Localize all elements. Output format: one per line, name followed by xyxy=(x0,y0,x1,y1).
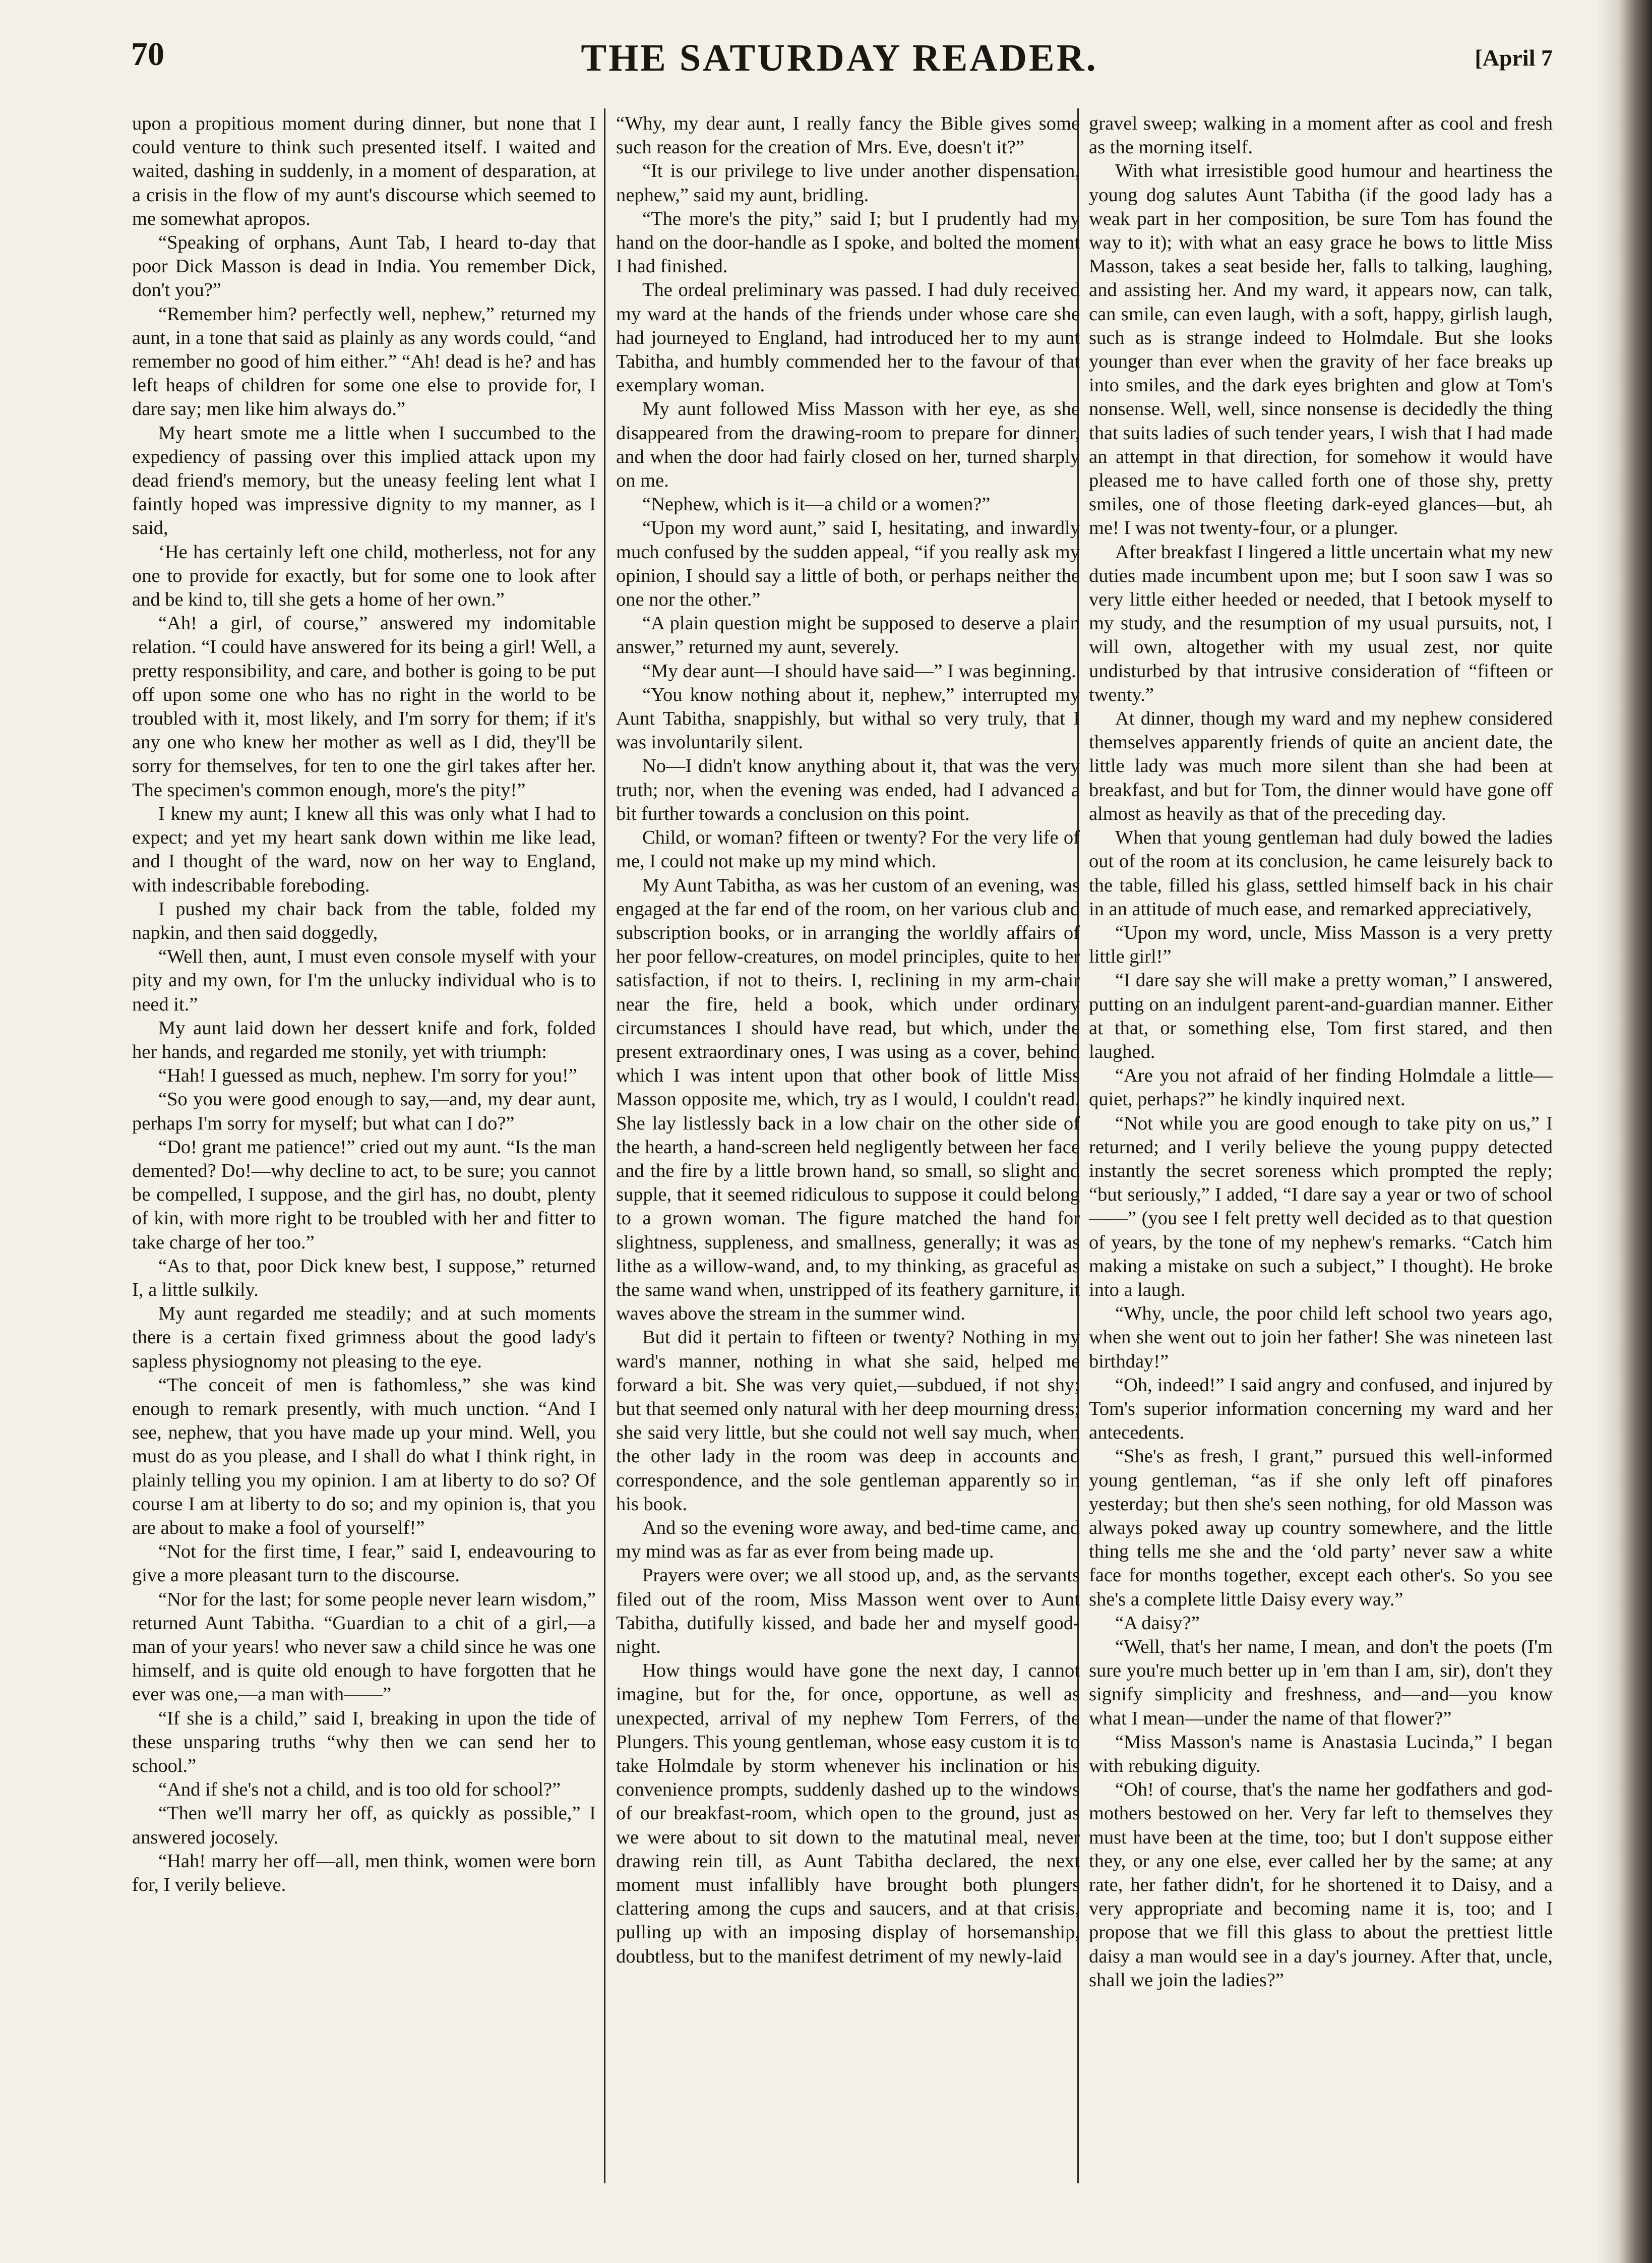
paragraph: “My dear aunt—I should have said—” I was beginning. xyxy=(642,660,1076,682)
paragraph: “Are you not afraid of her finding Holmdale a little—quiet, perhaps?” he kindly inquired next. xyxy=(1089,1065,1553,1110)
paragraph: “Not for the first time, I fear,” said I, endeavouring to give a more pleasant turn to the discourse. xyxy=(132,1541,596,1586)
paragraph: I knew my aunt; I knew all this was only what I had to expect; and yet my heart sank down within me like lead, and I thought of the ward, now on her way to England, with indescribable foreboding. xyxy=(132,803,596,896)
paragraph: “Well, that's her name, I mean, and don't the poets (I'm sure you're much better up in 'em than I am, sir), don't they signify simplicity and freshness, and—and—you know what I mean—under the name of that flower?” xyxy=(1089,1636,1553,1729)
paragraph: “She's as fresh, I grant,” pursued this well-informed young gentleman, “as if she only left off pinafores yesterday; but then she's seen nothing, for old Masson was always poked away up country somewhere, and the little thing tells me she and the ‘old party’ never saw a white face for months together, except each other's. So you see she's a complete little Daisy every way.” xyxy=(1089,1446,1553,1610)
paragraph: “Oh, indeed!” I said angry and confused, and injured by Tom's superior information concerning my ward and her antecedents. xyxy=(1089,1374,1553,1444)
text-column-1 xyxy=(132,112,596,2184)
paragraph: ‘He has certainly left one child, motherless, not for any one to provide for exactly, but for some one to look after and be kind to, till she gets a home of her own.” xyxy=(132,541,596,611)
paragraph: When that young gentleman had duly bowed the ladies out of the room at its conclusion, he came leisurely back to the table, filled his glass, settled himself back in his chair in an attitude of much ease, and remarked appreciatively, xyxy=(1089,827,1553,920)
issue-date: [April 7 xyxy=(1475,45,1553,71)
page-header xyxy=(126,30,1553,91)
paragraph: With what irresistible good humour and heartiness the young dog salutes Aunt Tabitha (if the good lady has a weak part in her composition, be sure Tom has found the way to it); with what an easy grace he bows to little Miss Masson, takes a seat beside her, falls to talking, laughing, and assisting her. And my ward, it appears now, can talk, can smile, can even laugh, with a soft, happy, girlish laugh, such as is strange indeed to Holmdale. But she looks younger than ever when the gravity of her face breaks up into smiles, and the dark eyes brighten and glow at Tom's nonsense. Well, well, since nonsense is decidedly the thing that suits ladies of such tender years, I wish that I had made an attempt in that direction, for somehow it would have pleased me to have called forth one of those shy, pretty smiles, one of those fleeting dark-eyed glances—but, ah me! I was not twenty-four, or a plunger. xyxy=(1089,160,1553,539)
paragraph: “Then we'll marry her off, as quickly as possible,” I answered jocosely. xyxy=(132,1803,596,1848)
paragraph: “Nor for the last; for some people never learn wisdom,” returned Aunt Tabitha. “Guardian to a chit of a girl,—a man of your years! who never saw a child since he was one himself, and is quite old enough to have forgotten that he ever was one,—a man with——” xyxy=(132,1588,596,1705)
paragraph: “Hah! marry her off—all, men think, women were born for, I verily believe. xyxy=(132,1850,596,1896)
column-divider xyxy=(604,108,605,2183)
paragraph: “The more's the pity,” said I; but I prudently had my hand on the door-handle as I spoke, and bolted the moment I had finished. xyxy=(616,208,1080,277)
paragraph: “It is our privilege to live under another dispensation, nephew,” said my aunt, bridling. xyxy=(616,160,1080,206)
paragraph: No—I didn't know anything about it, that was the very truth; nor, when the evening was ended, had I advanced a bit further towards a conclusion on this point. xyxy=(616,755,1080,824)
paragraph: “Miss Masson's name is Anastasia Lucinda,” I began with rebuking diguity. xyxy=(1089,1731,1553,1777)
paragraph: “A daisy?” xyxy=(1115,1612,1200,1634)
paragraph: “And if she's not a child, and is too old for school?” xyxy=(158,1779,561,1801)
paragraph: My aunt laid down her dessert knife and fork, folded her hands, and regarded me stonily, yet with triumph: xyxy=(132,1017,596,1062)
text-column-3 xyxy=(1089,112,1553,2184)
page-number: 70 xyxy=(131,36,164,73)
paragraph: “Upon my word, uncle, Miss Masson is a very pretty little girl!” xyxy=(1089,922,1553,968)
paragraph: “Not while you are good enough to take pity on us,” I returned; and I verily believe the young puppy detected instantly the secret soreness which prompted the reply; “but seriously,” I added, “I dare say a year or two of school——” (you see I felt pretty well decided as to that question of years, by the tone of my nephew's remarks. “Catch him making a mistake on such a subject,” I thought). He broke into a laugh. xyxy=(1089,1112,1553,1300)
paragraph: And so the evening wore away, and bed-time came, and my mind was as far as ever from being made up. xyxy=(616,1517,1080,1563)
paragraph: “Nephew, which is it—a child or a women?” xyxy=(642,494,991,515)
masthead-title: THE SATURDAY READER. xyxy=(581,37,1098,79)
paragraph: My heart smote me a little when I succumbed to the expediency of passing over this implied attack upon my dead friend's memory, but the uneasy feeling lent what I faintly hoped was impressive dignity to my manner, as I said, xyxy=(132,422,596,539)
paragraph: upon a propitious moment during dinner, but none that I could venture to think such presented itself. I waited and waited, dashing in suddenly, in a moment of desparation, at a crisis in the flow of my aunt's discourse which seemed to me somewhat apropos. xyxy=(132,113,596,229)
paragraph: “Speaking of orphans, Aunt Tab, I heard to-day that poor Dick Masson is dead in India. You remember Dick, don't you?” xyxy=(132,232,596,301)
paragraph: At dinner, though my ward and my nephew considered themselves apparently friends of quite an ancient date, the little lady was much more silent than she had been at breakfast, and but for Tom, the dinner would have gone off almost as heavily as that of the preceding day. xyxy=(1089,708,1553,824)
paragraph: Prayers were over; we all stood up, and, as the servants filed out of the room, Miss Masson went over to Aunt Tabitha, dutifully kissed, and bade her and myself good-night. xyxy=(616,1565,1080,1657)
paragraph: “If she is a child,” said I, breaking in upon the tide of these unsparing truths “why then we can send her to school.” xyxy=(132,1707,596,1777)
paragraph: “So you were good enough to say,—and, my dear aunt, perhaps I'm sorry for myself; but what can I do?” xyxy=(132,1089,596,1134)
paragraph: How things would have gone the next day, I cannot imagine, but for the, for once, opportune, as well as unexpected, arrival of my nephew Tom Ferrers, of the Plungers. This young gentleman, whose easy custom it is to take Holmdale by storm whenever his inclination or his convenience prompts, suddenly dashed up to the windows of our breakfast-room, which open to the ground, just as we were about to sit down to the matutinal meal, never drawing rein till, as Aunt Tabitha declared, the next moment must infallibly have brought both plungers clattering among the cups and saucers, and at that crisis, pulling up with an imposing display of horsemanship, doubtless, but to the manifest detriment of my newly-laid xyxy=(616,1660,1080,1967)
paragraph: The ordeal preliminary was passed. I had duly received my ward at the hands of the friends under whose care she had journeyed to England, had introduced her to my aunt Tabitha, and humbly commended her to the favour of that exemplary woman. xyxy=(616,279,1080,396)
paragraph: “As to that, poor Dick knew best, I suppose,” returned I, a little sulkily. xyxy=(132,1255,596,1300)
paragraph: “Well then, aunt, I must even console myself with your pity and my own, for I'm the unlucky individual who is to need it.” xyxy=(132,946,596,1015)
paragraph: “Ah! a girl, of course,” answered my indomitable relation. “I could have answered for its being a girl! Well, a pretty responsibility, and care, and bother is going to be put off upon some one who has no right in the world to be troubled with it, most likely, and I'm sorry for them; if it's any one who knew her mother as well as I did, they'll be sorry for themselves, for ten to one the girl takes after her. The specimen's common enough, more's the pity!” xyxy=(132,613,596,801)
paragraph: “I dare say she will make a pretty woman,” I answered, putting on an indulgent parent-and-guardian manner. Either at that, or something else, Tom first stared, and then laughed. xyxy=(1089,970,1553,1062)
text-column-2 xyxy=(616,112,1080,2184)
paragraph: “Do! grant me patience!” cried out my aunt. “Is the man demented? Do!—why decline to act, to be sure; you cannot be compelled, I suppose, and the girl has, no doubt, plenty of kin, with more right to be troubled with her and fitter to take charge of her too.” xyxy=(132,1136,596,1253)
paragraph: But did it pertain to fifteen or twenty? Nothing in my ward's manner, nothing in what she said, helped me forward a bit. She was very quiet,—subdued, if not shy; but that seemed only natural with her deep mourning dress; she said very little, but she could not well say much, when the other lady in the room was deep in accounts and correspondence, and the sole gentleman apparently so in his book. xyxy=(616,1327,1080,1515)
paragraph: “A plain question might be supposed to deserve a plain answer,” returned my aunt, severely. xyxy=(616,613,1080,658)
paragraph: “The conceit of men is fathomless,” she was kind enough to remark presently, with much unction. “And I see, nephew, that you have made up your mind. Well, you must do as you please, and I shall do what I think right, in plainly telling you my opinion. I am at liberty to do so? Of course I am at liberty to do so; and my opinion is, that you are about to make a fool of yourself!” xyxy=(132,1374,596,1538)
paragraph: My Aunt Tabitha, as was her custom of an evening, was engaged at the far end of the room, on her various club and subscription books, or in arranging the worldly affairs of her poor fellow-creatures, on model principles, quite to her satisfaction, if not to theirs. I, reclining in my arm-chair near the fire, held a book, which under ordinary circumstances I should have read, but which, under the present extraordinary ones, I was using as a cover, behind which I was intent upon that other book of little Miss Masson opposite me, which, try as I would, I couldn't read. She lay listlessly back in a low chair on the other side of the hearth, a hand-screen held negligently between her face and the fire by a little brown hand, so small, so slight and supple, that it seemed ridiculous to suppose it could belong to a grown woman. The figure matched the hand for slightness, suppleness, and smallness, generally; it was as lithe as a willow-wand, and, to my thinking, as graceful as the same wand when, unstripped of its feathery garniture, it waves above the stream in the summer wind. xyxy=(616,874,1080,1325)
paragraph: “Oh! of course, that's the name her godfathers and god-mothers bestowed on her. Very far left to themselves they must have been at the time, too; but I don't suppose either they, or any one else, ever called her by the same; at any rate, her father didn't, for he shortened it to Daisy, and a very appropriate and becoming name it is, too; and I propose that we fill this glass to about the prettiest little daisy a man would see in a day's journey. After that, uncle, shall we join the ladies?” xyxy=(1089,1779,1553,1991)
paragraph: “Remember him? perfectly well, nephew,” returned my aunt, in a tone that said as plainly as any words could, “and remember no good of him either.” “Ah! dead is he? and has left heaps of children for some one else to provide for, I dare say; men like him always do.” xyxy=(132,303,596,420)
paragraph: “Hah! I guessed as much, nephew. I'm sorry for you!” xyxy=(158,1065,577,1087)
paragraph: “You know nothing about it, nephew,” interrupted my Aunt Tabitha, snappishly, but withal so very truly, that I was involuntarily silent. xyxy=(616,684,1080,753)
paragraph: “Upon my word aunt,” said I, hesitating, and inwardly much confused by the sudden appeal, “if you really ask my opinion, I should say a little of both, or perhaps neither the one nor the other.” xyxy=(616,517,1080,611)
paragraph: My aunt followed Miss Masson with her eye, as she disappeared from the drawing-room to prepare for dinner, and when the door had fairly closed on her, turned sharply on me. xyxy=(616,398,1080,492)
paragraph: “Why, my dear aunt, I really fancy the Bible gives some such reason for the creation of Mrs. Eve, doesn't it?” xyxy=(616,113,1080,158)
page-edge-shadow xyxy=(1597,0,1652,2263)
paragraph: “Why, uncle, the poor child left school two years ago, when she went out to join her father! She was nineteen last birthday!” xyxy=(1089,1303,1553,1372)
paragraph: My aunt regarded me steadily; and at such moments there is a certain fixed grimness about the good lady's sapless physiognomy not pleasing to the eye. xyxy=(132,1303,596,1372)
paragraph: I pushed my chair back from the table, folded my napkin, and then said doggedly, xyxy=(132,898,596,943)
paragraph: gravel sweep; walking in a moment after as cool and fresh as the morning itself. xyxy=(1089,113,1553,158)
paragraph: Child, or woman? fifteen or twenty? For the very life of me, I could not make up my mind which. xyxy=(616,827,1080,872)
paragraph: After breakfast I lingered a little uncertain what my new duties made incumbent upon me; but I soon saw I was so very little either heeded or needed, that I betook myself to my study, and the resumption of my usual pursuits, not, I will own, altogether with my usual zest, nor quite undisturbed by that intrusive consideration of “fifteen or twenty.” xyxy=(1089,541,1553,705)
